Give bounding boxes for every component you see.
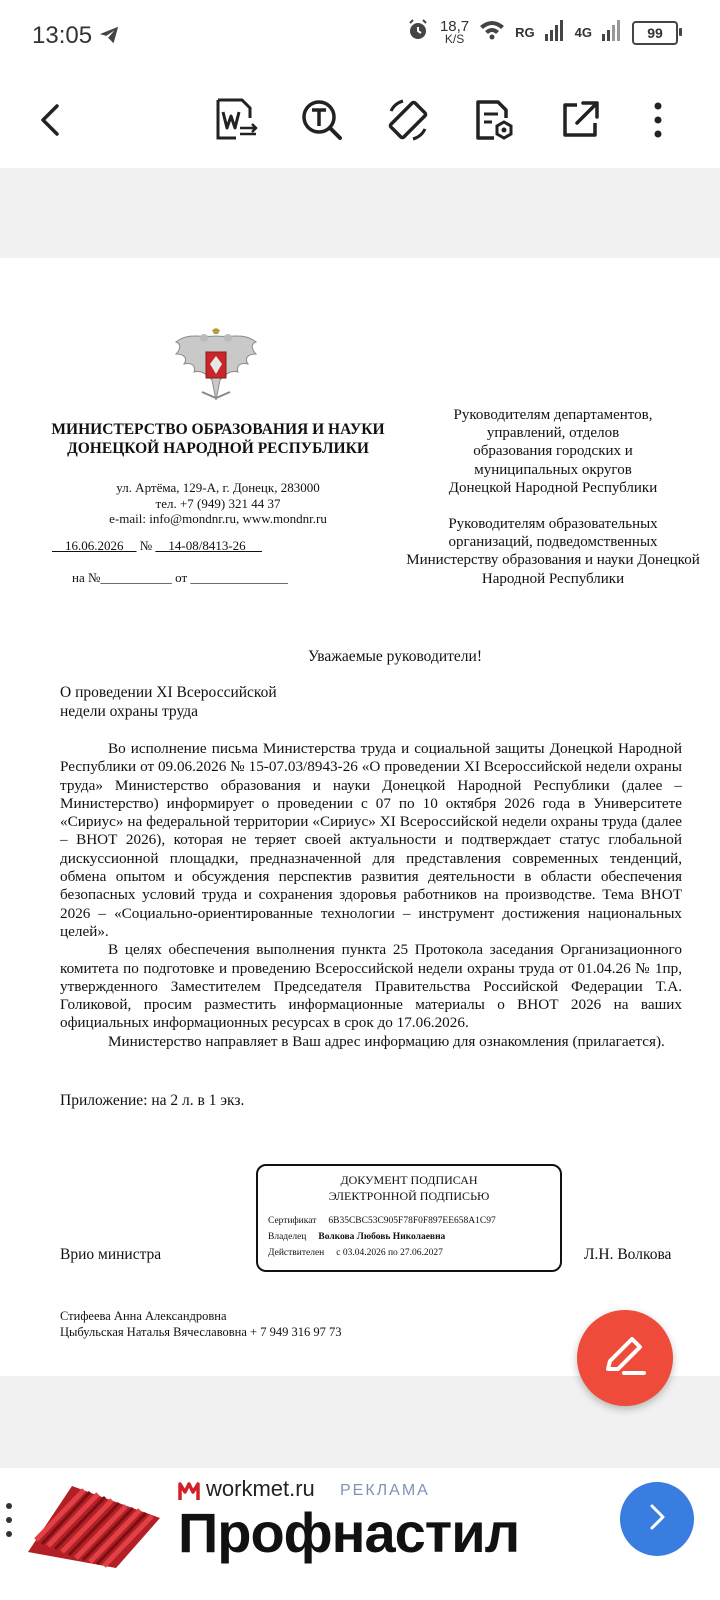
pencil-icon [602, 1333, 648, 1384]
outgoing-date-number: 16.06.2026 № 14-08/8413-26 [65, 538, 246, 553]
status-icons [406, 18, 678, 47]
corrugated-sheet-image[interactable] [24, 1474, 164, 1575]
network-label-2: 4G [574, 25, 592, 40]
document-toolbar [0, 72, 720, 168]
attachment-note: Приложение: на 2 л. в 1 экз. [60, 1092, 245, 1109]
ad-menu-icon[interactable] [4, 1500, 14, 1545]
paragraph: Министерство направляет в Ваш адрес информацию для ознакомления (прилагается). [108, 1032, 665, 1050]
alarm-icon [406, 18, 430, 47]
ministry-address: ул. Артёма, 129-А, г. Донецк, 283000 тел. +7 (949) 321 44 37 e-mail: info@mondnr.ru, www.mondnr.ru [109, 480, 327, 526]
edit-fab-button[interactable] [577, 1310, 673, 1406]
greeting: Уважаемые руководители! [308, 648, 482, 665]
validity-row: Действителен с 03.04.2026 по 27.06.2027 [268, 1248, 443, 1258]
ad-banner[interactable] [0, 1468, 720, 1600]
document-page[interactable] [0, 258, 720, 1376]
word-convert-icon[interactable] [210, 94, 262, 146]
more-vert-icon[interactable] [632, 94, 684, 146]
signer-position: Врио министра [60, 1246, 162, 1263]
battery-indicator: 99 [632, 21, 678, 45]
rotate-screen-icon[interactable] [382, 94, 434, 146]
document-settings-icon[interactable] [468, 94, 520, 146]
status-bar [0, 0, 720, 72]
page-gap-top [0, 168, 720, 258]
coat-of-arms-emblem [172, 328, 260, 409]
signal-icon-1 [545, 19, 565, 46]
clock: 13:05 [32, 22, 93, 49]
network-speed: 18,7 K/S [439, 17, 470, 46]
ad-domain[interactable]: workmet.ru [206, 1476, 315, 1501]
reference-line: на №___________ от _______________ [72, 570, 288, 585]
signal-icon-2 [602, 19, 622, 46]
chevron-right-icon [646, 1502, 668, 1537]
recipients-block: Руководителям департаментов, управлений, отделов образования городских и муниципальных округов Донецкой Народной Республики Руководителям образовательных организаций, подведомственных Министерству образования и науки Донецкой Народной Республики [406, 407, 700, 587]
letter-subject: О проведении XI Всероссийской недели охраны труда [60, 684, 277, 720]
back-arrow-icon[interactable] [26, 94, 78, 146]
certificate-row: Сертификат 6B35CBC53C905F78F0F897EE658A1C97 [268, 1216, 496, 1226]
letter-body [60, 740, 682, 1051]
paragraph: В целях обеспечения выполнения пункта 25 Протокола заседания Организационного комитета по подготовке и проведению Всероссийской недели охраны труда от 01.04.26 № 1пр, утвержденного Заместителем Председателя Правительства Российской Федерации Т.А. Голиковой, просим разместить информационные материалы о ВНОТ 2026 на ваших официальных информационных ресурсах в срок до 17.06.2026. [60, 941, 682, 1032]
electronic-signature-stamp: ДОКУМЕНТ ПОДПИСАН ЭЛЕКТРОННОЙ ПОДПИСЬЮ Сертификат 6B35CBC53C905F78F0F897EE658A1C97 Владелец Волкова Любовь Николаевна Действителен с 03.04.2026 по 27.06.2027 [256, 1164, 562, 1272]
owner-row: Владелец Волкова Любовь Николаевна [268, 1232, 446, 1242]
telegram-icon [98, 24, 120, 51]
wifi-icon [479, 19, 505, 46]
paragraph: Во исполнение письма Министерства труда и социальной защиты Донецкой Народной Республики от 09.06.2026 № 15-07.03/8943-26 «О проведении XI Всероссийской недели охраны труда» Министерство образования и науки Донецкой Народной Республики (далее – Министерство) информирует о проведении с 07 по 10 октября 2026 года в Университете «Сириус» на федеральной территории «Сириус» XI Всероссийской недели охраны труда (далее – ВНОТ 2026), которая не теряет своей актуальности и подтверждает статус глобальной дискуссионной площадки, предназначенной для представления современных тенденций, обмена опытом и обсуждения перспектив развития деятельности в области обеспечения безопасных условий труда и сохранения здоровья работников на производстве. Тема ВНОТ 2026 – «Социально-ориентированные технологии – инструмент достижения национальных целей». [60, 740, 682, 940]
ministry-name: МИНИСТЕРСТВО ОБРАЗОВАНИЯ И НАУКИ ДОНЕЦКОЙ НАРОДНОЙ РЕСПУБЛИКИ [51, 421, 385, 457]
network-label-1: RG [515, 25, 535, 40]
letter-number: 14-08/8413-26 [168, 538, 246, 553]
executors: Стифеева Анна Александровна Цыбульская Наталья Вячеславовна + 7 949 316 97 73 [60, 1309, 342, 1339]
open-external-icon[interactable] [554, 94, 606, 146]
ad-headline[interactable]: Профнастил [178, 1501, 520, 1564]
ad-label: РЕКЛАМА [340, 1482, 430, 1499]
letter-date: 16.06.2026 [65, 538, 124, 553]
ad-next-button[interactable] [620, 1482, 694, 1556]
signer-name: Л.Н. Волкова [584, 1246, 672, 1263]
text-search-icon[interactable] [296, 94, 348, 146]
